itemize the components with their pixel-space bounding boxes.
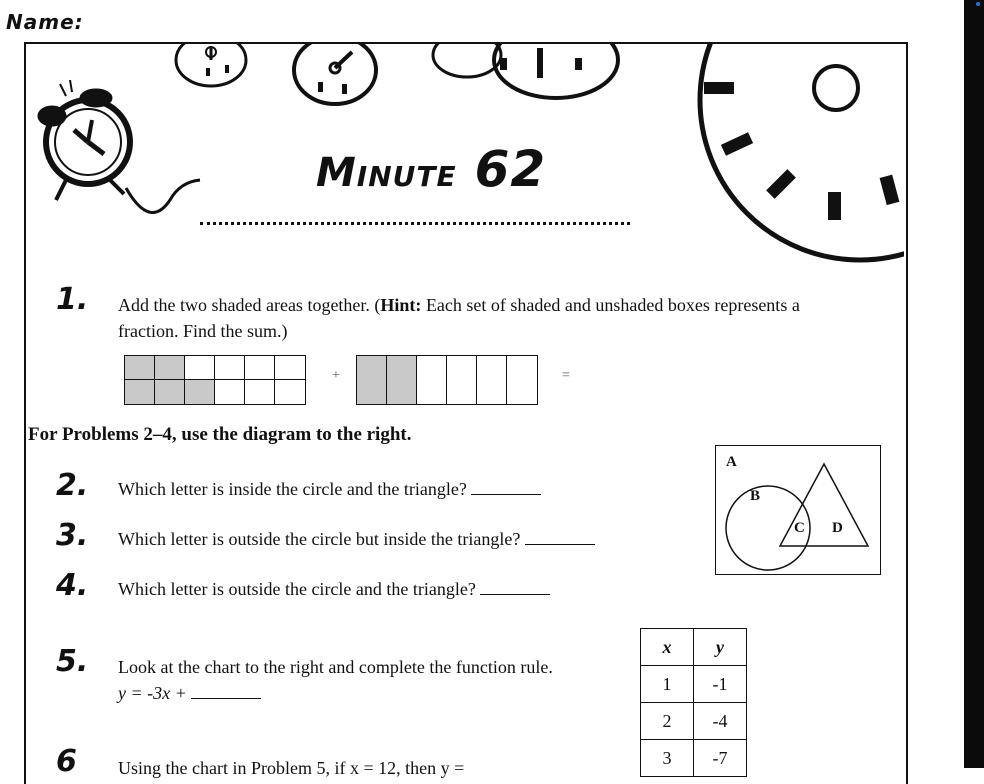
problem-5-text: Look at the chart to the right and complete the function rule. [118,657,553,677]
shaded-cell [155,356,185,380]
function-table [640,628,747,777]
problem-3-text [118,526,595,552]
problem-1-number: 1. [56,282,89,317]
table-cell: 1 [641,666,694,703]
table-cell: 3 [641,740,694,777]
table-cell: -7 [694,740,747,777]
unshaded-cell [275,380,305,404]
answer-blank[interactable] [525,544,595,545]
problem-4-text [118,576,550,602]
problem-3-number: 3. [56,518,89,553]
title-number: 62 [474,140,547,198]
unshaded-cell [215,356,245,380]
fraction-box-1 [124,355,306,405]
shaded-cell [155,380,185,404]
right-edge-bar [964,0,984,768]
table-header-row [641,629,747,666]
clock-icon [433,33,501,77]
table-row [641,666,747,703]
venn-label-a: A [726,454,737,470]
name-label: Name: [6,10,84,34]
clock-icon [294,36,376,104]
problem-6-number: 6 [56,744,77,779]
clock-icon [494,22,618,98]
unshaded-cell [275,356,305,380]
unshaded-cell [185,356,215,380]
problem-2-question: Which letter is inside the circle and the triangle? [118,479,467,499]
function-rule-expression: y = -3x + [118,683,187,703]
table-cell: 2 [641,703,694,740]
table-cell: -1 [694,666,747,703]
unshaded-cell [507,356,537,404]
unshaded-cell [245,380,275,404]
page-title [316,140,546,198]
problem-4-question: Which letter is outside the circle and the triangle? [118,579,476,599]
problem-6-text: Using the chart in Problem 5, if x = 12, then y = [118,758,465,778]
function-rule [118,680,261,706]
problem-4-number: 4. [56,568,89,603]
problem-1-text [118,292,818,344]
answer-blank[interactable] [191,698,261,699]
title-dotted-rule [200,222,630,225]
unshaded-cell [477,356,507,404]
problem-5-number: 5. [56,644,89,679]
problem-2-text [118,476,541,502]
fraction-row [357,356,537,404]
unshaded-cell [447,356,477,404]
answer-blank[interactable] [471,494,541,495]
venn-label-b: B [750,488,761,504]
venn-diagram [715,445,881,575]
equals-sign: = [562,368,570,383]
venn-label-d: D [832,520,843,536]
shaded-cell [387,356,417,404]
fraction-row [125,380,305,404]
problem-3-question: Which letter is outside the circle but inside the triangle? [118,529,521,549]
unshaded-cell [417,356,447,404]
title-word: Minute [316,150,457,196]
fraction-row [125,356,305,380]
section-heading: For Problems 2–4, use the diagram to the right. [28,424,412,445]
problem-1-text-a: Add the two shaded areas together. ( [118,295,381,315]
alarm-clock-icon [38,80,200,213]
large-clock-face-icon [700,0,964,260]
edge-indicator-dot [976,2,980,6]
fraction-box-2 [356,355,538,405]
shaded-cell [125,356,155,380]
column-header-y: y [694,629,747,666]
shaded-cell [185,380,215,404]
problem-2-number: 2. [56,468,89,503]
answer-blank[interactable] [480,594,550,595]
table-cell: -4 [694,703,747,740]
shaded-cell [357,356,387,404]
plus-sign: + [332,368,340,383]
table-row [641,740,747,777]
small-clock-icon [176,34,246,86]
clock-illustrations [0,0,964,270]
hint-label: Hint: [380,295,422,315]
unshaded-cell [215,380,245,404]
venn-shapes [716,446,880,574]
venn-label-c: C [794,520,805,536]
table-row [641,703,747,740]
shaded-cell [125,380,155,404]
problem-1-text-b: Each set of shaded and unshaded boxes represents a fraction. Find the sum.) [118,295,800,341]
unshaded-cell [245,356,275,380]
column-header-x: x [641,629,694,666]
